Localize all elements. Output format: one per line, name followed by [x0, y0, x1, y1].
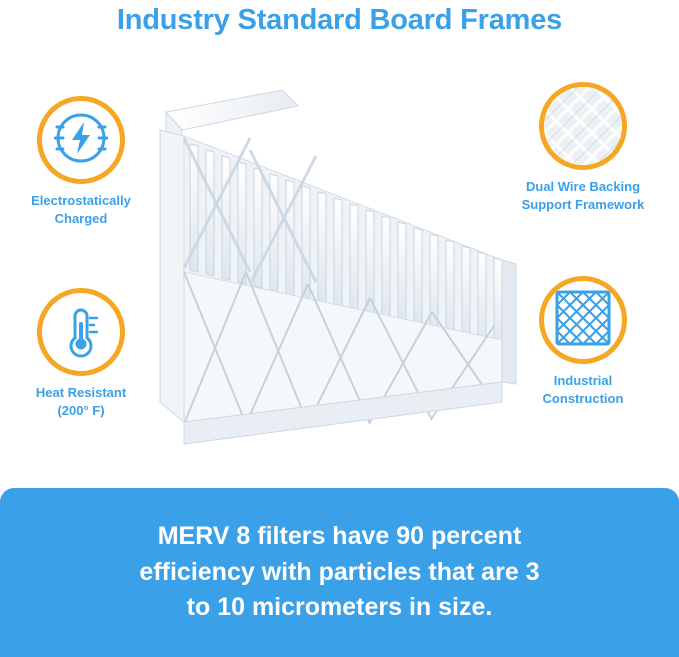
feature-caption-line2: Construction: [542, 390, 624, 406]
banner-line-2: efficiency with particles that are 3: [139, 557, 540, 586]
page-title: Industry Standard Board Frames: [116, 4, 563, 36]
merv-rating-banner: [0, 488, 679, 657]
feature-caption-line1: Industrial: [553, 373, 613, 388]
badge-circle-dual-wire-backing: [539, 82, 627, 170]
pleated-air-filter-image: [150, 72, 520, 462]
feature-caption: [6, 384, 156, 419]
feature-dual-wire-backing: [508, 82, 658, 213]
badge-circle-heat-resistant: [37, 288, 125, 376]
lightning-bolt-icon: [54, 111, 108, 170]
feature-caption-line2: Charged: [54, 210, 108, 226]
feature-caption-line1: Electrostatically: [31, 193, 131, 208]
feature-caption: [508, 372, 658, 407]
feature-caption-line1: Dual Wire Backing: [525, 179, 641, 194]
banner-line-1: MERV 8 filters have 90 percent: [157, 522, 522, 551]
badge-circle-electrostatically-charged: [37, 96, 125, 184]
feature-heat-resistant: [6, 288, 156, 419]
feature-caption-line2: (200° F): [57, 402, 105, 418]
thermometer-icon: [54, 302, 108, 363]
feature-caption-line2: Support Framework: [521, 196, 645, 212]
feature-caption: [508, 178, 658, 213]
wire-mesh-photo-icon: [539, 82, 627, 170]
feature-electrostatically-charged: [6, 96, 156, 227]
mesh-grid-square-icon: [554, 289, 612, 352]
badge-circle-industrial-construction: [539, 276, 627, 364]
feature-caption: [6, 192, 156, 227]
feature-caption-line1: Heat Resistant: [35, 385, 127, 400]
feature-industrial-construction: [508, 276, 658, 407]
banner-text: [99, 519, 579, 626]
banner-line-3: to 10 micrometers in size.: [186, 593, 493, 622]
